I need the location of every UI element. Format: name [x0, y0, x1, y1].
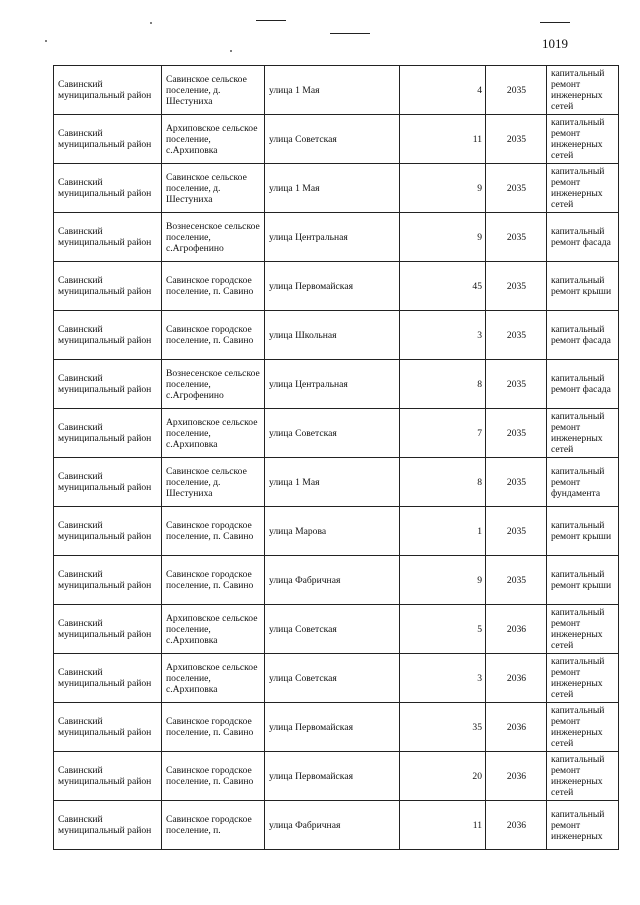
year-cell: 2035 — [486, 360, 547, 409]
house-number-cell: 3 — [400, 311, 486, 360]
house-number-cell: 4 — [400, 66, 486, 115]
house-number-cell: 8 — [400, 360, 486, 409]
work-type-cell: капитальный ремонт инженерных сетей — [547, 409, 619, 458]
year-cell: 2035 — [486, 507, 547, 556]
work-type-cell: капитальный ремонт фасада — [547, 213, 619, 262]
year-cell: 2035 — [486, 262, 547, 311]
table-row — [54, 458, 619, 507]
street-cell: улица 1 Мая — [265, 164, 400, 213]
street-cell: улица Фабричная — [265, 801, 400, 850]
street-cell: улица Советская — [265, 605, 400, 654]
settlement-cell: Савинское городское поселение, п. — [162, 801, 265, 850]
district-cell: Савинский муниципальный район — [54, 556, 162, 605]
table-row — [54, 556, 619, 605]
table-row — [54, 262, 619, 311]
work-type-cell: капитальный ремонт фундамента — [547, 458, 619, 507]
scan-speck — [45, 40, 47, 42]
house-number-cell: 5 — [400, 605, 486, 654]
header-rule-right — [540, 22, 570, 23]
district-cell: Савинский муниципальный район — [54, 262, 162, 311]
district-cell: Савинский муниципальный район — [54, 801, 162, 850]
settlement-cell: Вознесенское сельское поселение, с.Агрофенино — [162, 213, 265, 262]
year-cell: 2036 — [486, 801, 547, 850]
year-cell: 2035 — [486, 66, 547, 115]
year-cell: 2036 — [486, 752, 547, 801]
settlement-cell: Вознесенское сельское поселение, с.Агрофенино — [162, 360, 265, 409]
year-cell: 2035 — [486, 213, 547, 262]
table-row — [54, 507, 619, 556]
settlement-cell: Архиповское сельское поселение, с.Архиповка — [162, 409, 265, 458]
table-row — [54, 752, 619, 801]
street-cell: улица 1 Мая — [265, 458, 400, 507]
header-rule-mid — [330, 33, 370, 34]
district-cell: Савинский муниципальный район — [54, 213, 162, 262]
settlement-cell: Савинское городское поселение, п. Савино — [162, 703, 265, 752]
scan-speck — [230, 50, 232, 52]
street-cell: улица Первомайская — [265, 262, 400, 311]
settlement-cell: Савинское городское поселение, п. Савино — [162, 507, 265, 556]
settlement-cell: Савинское городское поселение, п. Савино — [162, 752, 265, 801]
house-number-cell: 1 — [400, 507, 486, 556]
table-row — [54, 164, 619, 213]
year-cell: 2035 — [486, 164, 547, 213]
street-cell: улица Центральная — [265, 360, 400, 409]
district-cell: Савинский муниципальный район — [54, 66, 162, 115]
table-body — [54, 66, 619, 850]
street-cell: улица Советская — [265, 654, 400, 703]
table-row — [54, 311, 619, 360]
settlement-cell: Савинское городское поселение, п. Савино — [162, 556, 265, 605]
year-cell: 2036 — [486, 654, 547, 703]
house-number-cell: 11 — [400, 115, 486, 164]
settlement-cell: Архиповское сельское поселение, с.Архиповка — [162, 115, 265, 164]
house-number-cell: 9 — [400, 164, 486, 213]
settlement-cell: Савинское городское поселение, п. Савино — [162, 262, 265, 311]
street-cell: улица Первомайская — [265, 752, 400, 801]
work-type-cell: капитальный ремонт крыши — [547, 507, 619, 556]
table-row — [54, 213, 619, 262]
year-cell: 2035 — [486, 409, 547, 458]
table-row — [54, 360, 619, 409]
house-number-cell: 8 — [400, 458, 486, 507]
page-number: 1019 — [542, 36, 568, 51]
settlement-cell: Архиповское сельское поселение, с.Архиповка — [162, 605, 265, 654]
work-type-cell: капитальный ремонт крыши — [547, 262, 619, 311]
work-type-cell: капитальный ремонт инженерных сетей — [547, 66, 619, 115]
district-cell: Савинский муниципальный район — [54, 703, 162, 752]
table-row — [54, 605, 619, 654]
scan-speck — [150, 22, 152, 24]
street-cell: улица 1 Мая — [265, 66, 400, 115]
street-cell: улица Марова — [265, 507, 400, 556]
settlement-cell: Архиповское сельское поселение, с.Архиповка — [162, 654, 265, 703]
district-cell: Савинский муниципальный район — [54, 409, 162, 458]
work-type-cell: капитальный ремонт инженерных сетей — [547, 115, 619, 164]
district-cell: Савинский муниципальный район — [54, 507, 162, 556]
street-cell: улица Первомайская — [265, 703, 400, 752]
house-number-cell: 3 — [400, 654, 486, 703]
year-cell: 2035 — [486, 556, 547, 605]
district-cell: Савинский муниципальный район — [54, 458, 162, 507]
work-type-cell: капитальный ремонт фасада — [547, 311, 619, 360]
house-number-cell: 9 — [400, 213, 486, 262]
work-type-cell: капитальный ремонт фасада — [547, 360, 619, 409]
street-cell: улица Советская — [265, 409, 400, 458]
work-type-cell: капитальный ремонт инженерных сетей — [547, 164, 619, 213]
table-row — [54, 409, 619, 458]
district-cell: Савинский муниципальный район — [54, 360, 162, 409]
house-number-cell: 35 — [400, 703, 486, 752]
year-cell: 2036 — [486, 703, 547, 752]
year-cell: 2035 — [486, 311, 547, 360]
house-number-cell: 45 — [400, 262, 486, 311]
work-type-cell: капитальный ремонт инженерных сетей — [547, 605, 619, 654]
street-cell: улица Школьная — [265, 311, 400, 360]
table-row — [54, 654, 619, 703]
year-cell: 2035 — [486, 115, 547, 164]
settlement-cell: Савинское сельское поселение, д. Шестуниха — [162, 66, 265, 115]
street-cell: улица Фабричная — [265, 556, 400, 605]
table-row — [54, 703, 619, 752]
year-cell: 2035 — [486, 458, 547, 507]
table-row — [54, 66, 619, 115]
district-cell: Савинский муниципальный район — [54, 164, 162, 213]
work-type-cell: капитальный ремонт инженерных сетей — [547, 703, 619, 752]
district-cell: Савинский муниципальный район — [54, 752, 162, 801]
table-row — [54, 115, 619, 164]
street-cell: улица Советская — [265, 115, 400, 164]
work-type-cell: капитальный ремонт инженерных сетей — [547, 654, 619, 703]
housing-repair-table — [53, 65, 619, 850]
settlement-cell: Савинское сельское поселение, д. Шестуниха — [162, 458, 265, 507]
district-cell: Савинский муниципальный район — [54, 654, 162, 703]
house-number-cell: 9 — [400, 556, 486, 605]
settlement-cell: Савинское городское поселение, п. Савино — [162, 311, 265, 360]
header-rule-left — [256, 20, 286, 21]
year-cell: 2036 — [486, 605, 547, 654]
work-type-cell: капитальный ремонт инженерных сетей — [547, 752, 619, 801]
street-cell: улица Центральная — [265, 213, 400, 262]
settlement-cell: Савинское сельское поселение, д. Шестуниха — [162, 164, 265, 213]
house-number-cell: 11 — [400, 801, 486, 850]
table-row — [54, 801, 619, 850]
work-type-cell: капитальный ремонт крыши — [547, 556, 619, 605]
district-cell: Савинский муниципальный район — [54, 115, 162, 164]
work-type-cell: капитальный ремонт инженерных — [547, 801, 619, 850]
district-cell: Савинский муниципальный район — [54, 311, 162, 360]
house-number-cell: 7 — [400, 409, 486, 458]
district-cell: Савинский муниципальный район — [54, 605, 162, 654]
house-number-cell: 20 — [400, 752, 486, 801]
